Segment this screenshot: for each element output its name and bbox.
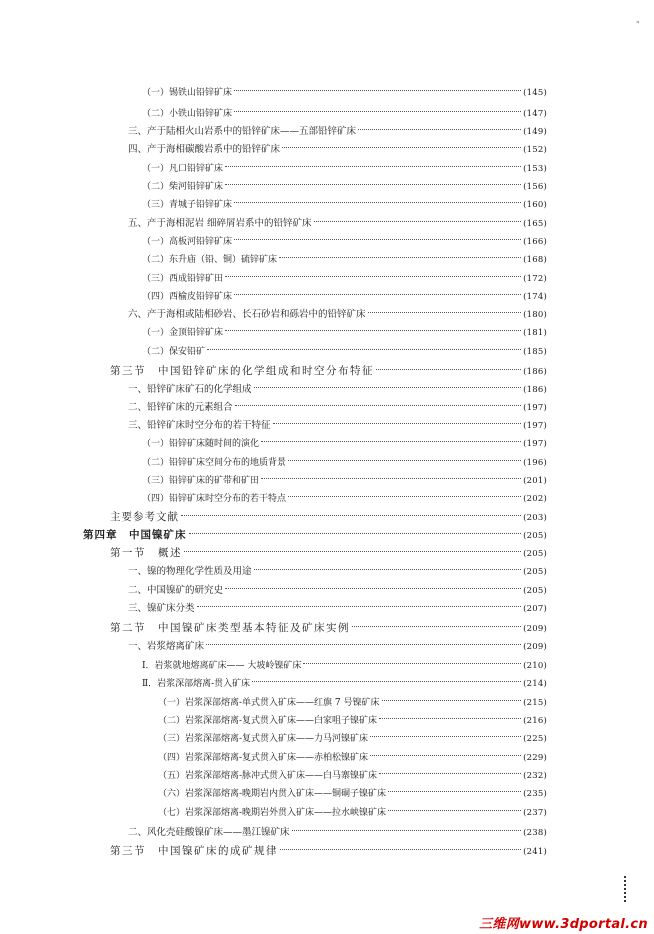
toc-entry-title: （三）青城子铅锌矿床 [142,200,233,210]
toc-leader-dots [282,131,521,148]
toc-leader-dots [382,684,522,701]
toc-entry-title: 三、铅锌矿床时空分布的若干特征 [128,420,271,431]
toc-entry-page: (225) [523,734,547,744]
toc-entry-page: (214) [523,679,547,689]
toc-entry-page: (174) [523,292,547,302]
toc-entry-title: 二、中国镍矿的研究史 [128,585,224,596]
toc-entry [142,190,547,210]
toc-entry [142,318,547,338]
toc-entry-title: 第四章 中国镍矿床 [83,529,187,541]
toc-leader-dots [181,499,521,516]
toc-entry-title: Ⅰ．岩浆就地熔离矿床—— 大坡岭镍矿床 [142,661,302,671]
toc-leader-dots [280,833,521,850]
toc-leader-dots [254,371,522,388]
toc-leader-dots [303,647,521,664]
toc-leader-dots [261,462,521,479]
toc-leader-dots [254,553,522,570]
toc-entry-page: (209) [523,624,547,634]
toc-entry [128,557,547,577]
toc-entry-title: （三）岩浆深部熔离-复式贯入矿床——力马河镍矿床 [158,734,369,744]
toc-entry-title: （二）柴河铅锌矿床 [142,182,224,192]
toc-leader-dots [184,535,521,552]
toc-leader-dots [288,444,521,461]
toc-leader-dots [370,720,521,737]
toc-entry-page: (229) [523,753,547,763]
toc-leader-dots [189,517,522,534]
toc-leader-dots [234,278,521,295]
toc-entry-title: 第三节 中国铅锌矿床的化学组成和时空分布特征 [110,365,374,377]
toc-entry-page: (237) [523,808,547,818]
toc-entry-page: (147) [523,109,547,119]
toc-entry-page: (149) [523,127,547,137]
toc-entry-page: (156) [523,182,547,192]
toc-entry-title: 三、产于陆相火山岩系中的铅锌矿床——五部铅锌矿床 [128,126,357,137]
corner-mark: " [636,20,640,29]
toc-leader-dots [225,260,521,277]
toc-entry-page: (205) [523,567,547,577]
toc-entry-page: (180) [523,310,547,320]
toc-entry-page: (145) [523,88,547,98]
toc-leader-dots [207,333,521,350]
toc-leader-dots [225,168,521,185]
toc-entry [142,484,547,504]
toc-entry-title: （二）保安铅矿 [142,347,206,357]
toc-leader-dots [368,296,522,313]
toc-entry-page: (203) [523,513,547,523]
toc-entry-page: (185) [523,347,547,357]
toc-entry [128,818,547,838]
toc-entry-page: (205) [523,586,547,596]
toc-leader-dots [358,113,521,130]
toc-leader-dots [379,757,521,774]
toc-entry-title: （一）岩浆深部熔离-单式贯入矿床——红旗 7 号镍矿床 [158,698,380,708]
toc-leader-dots [234,95,521,112]
toc-leader-dots [261,425,521,442]
toc-leader-dots [379,702,521,719]
toc-entry-page: (152) [523,145,547,155]
toc-entry-title: 主要参考文献 [110,511,179,523]
toc-entry-title: 三、镍矿床分类 [128,603,195,614]
toc-entry-page: (197) [523,421,547,431]
toc-leader-dots [235,389,522,406]
toc-leader-dots [197,590,522,607]
toc-leader-dots [252,665,521,682]
toc-entry-page: (216) [523,716,547,726]
toc-entry-page: (172) [523,274,547,284]
toc-leader-dots [292,814,522,831]
toc-leader-dots [388,794,521,811]
toc-leader-dots [288,480,521,497]
toc-entry-title: 第三节 中国镍矿床的成矿规律 [110,845,278,857]
toc-entry-title: 四、产于海相碳酸岩系中的铅锌矿床 [128,144,281,155]
toc-entry-page: (235) [523,789,547,799]
toc-entry-title: （二）小铁山铅锌矿床 [142,109,233,119]
toc-entry [110,837,547,857]
toc-entry-title: 一、镍的物理化学性质及用途 [128,566,252,577]
toc-leader-dots [314,205,522,222]
toc-entry-page: (210) [523,661,547,671]
toc-entry-page: (209) [523,642,547,652]
toc-entry-title: 二、铅锌矿床的元素组合 [128,402,233,413]
toc-leader-dots [234,74,521,91]
toc-leader-dots [225,572,521,589]
toc-entry-title: （四）岩浆深部熔离-复式贯入矿床——赤柏松镍矿床 [158,753,369,763]
toc-entry-page: (232) [523,771,547,781]
toc-entry-page: (168) [523,255,547,265]
toc-entry-title: Ⅱ．岩浆深部熔离-贯入矿床 [142,679,251,689]
toc-entry-title: （二）岩浆深部熔离-复式贯入矿床——白家咀子镍矿床 [158,716,378,726]
toc-entry-title: 五、产于海相泥岩 细碎屑岩系中的铅锌矿床 [128,218,312,229]
toc-entry [158,779,547,799]
toc-entry-title: （一）高板河铅锌矿床 [142,237,233,247]
toc-entry-page: (215) [523,698,547,708]
toc-entry [142,78,547,98]
toc-leader-dots [370,739,521,756]
toc-entry-title: 一、铅锌矿床矿石的化学组成 [128,384,252,395]
edge-mark [624,876,628,902]
toc-entry-page: (166) [523,237,547,247]
toc-entry-title: 二、风化壳硅酸镍矿床——墨江镍矿床 [128,827,290,838]
toc-leader-dots [225,150,521,167]
toc-leader-dots [273,407,522,424]
toc-entry-title: （七）岩浆深部熔离-晚期岩外贯入矿床——拉水峡镍矿床 [158,808,387,818]
toc-leader-dots [388,775,521,792]
toc-entry-page: (160) [523,200,547,210]
toc-entry [142,669,547,689]
toc-leader-dots [352,610,521,627]
toc-entry-title: （三）西成铅锌矿田 [142,274,224,284]
toc-entry-page: (153) [523,164,547,174]
toc-entry-title: （六）岩浆深部熔离-晚期岩内贯入矿床——铜硐子镍矿床 [158,789,387,799]
toc-entry-page: (197) [523,439,547,449]
toc-entry-title: （一）锡铁山铅锌矿床 [142,88,233,98]
watermark: 三维网www.3dportal.cn [479,917,648,932]
toc-entry-title: 第一节 概述 [110,547,182,559]
toc-entry-page: (202) [523,494,547,504]
toc-entry [142,337,547,357]
toc-entry-page: (241) [523,847,547,857]
toc-entry [142,245,547,265]
toc-entry [128,594,547,614]
toc-entry-title: （三）铅锌矿床的矿带和矿田 [142,476,260,486]
toc-entry-page: (205) [523,531,547,541]
toc-entry-page: (196) [523,458,547,468]
toc-entry-page: (197) [523,403,547,413]
toc-entry [128,135,547,155]
toc-entry-title: （一）铅锌矿床随时间的演化 [142,439,260,449]
toc-entry-page: (186) [523,367,547,377]
toc-entry [128,632,547,652]
toc-entry-title: （五）岩浆深部熔离-脉冲式贯入矿床——白马寨镍矿床 [158,771,378,781]
toc-leader-dots [225,314,521,331]
toc-leader-dots [376,353,521,370]
toc-entry-title: （二）东升庙（铅、铜）硫锌矿床 [142,255,278,265]
toc-entry-title: 六、产于海相或陆相砂岩、长石砂岩和砾岩中的铅锌矿床 [128,309,366,320]
toc-entry-title: （一）凡口铅锌矿床 [142,164,224,174]
toc-entry-page: (207) [523,604,547,614]
toc-entry-page: (165) [523,219,547,229]
toc-entry-title: 第二节 中国镍矿床类型基本特征及矿床实例 [110,622,350,634]
toc-entry-page: (181) [523,328,547,338]
toc-leader-dots [206,628,521,645]
toc-entry-page: (201) [523,476,547,486]
toc-entry-title: （二）铅锌矿床空间分布的地质背景 [142,458,287,468]
toc-leader-dots [234,186,521,203]
toc-leader-dots [279,241,521,258]
toc-entry-title: 一、岩浆熔离矿床 [128,641,205,652]
toc-entry-title: （一）金顶铅锌矿床 [142,328,224,338]
toc-entry [158,724,547,744]
toc-entry-page: (186) [523,385,547,395]
toc-entry [158,798,547,818]
toc-leader-dots [234,223,521,240]
toc-entry-page: (205) [523,549,547,559]
toc-entry-page: (238) [523,828,547,838]
toc-entry-title: （四）铅锌矿床时空分布的若干特点 [142,494,287,504]
toc-entry-title: （四）西榆皮铅锌矿床 [142,292,233,302]
toc-entry [142,429,547,449]
